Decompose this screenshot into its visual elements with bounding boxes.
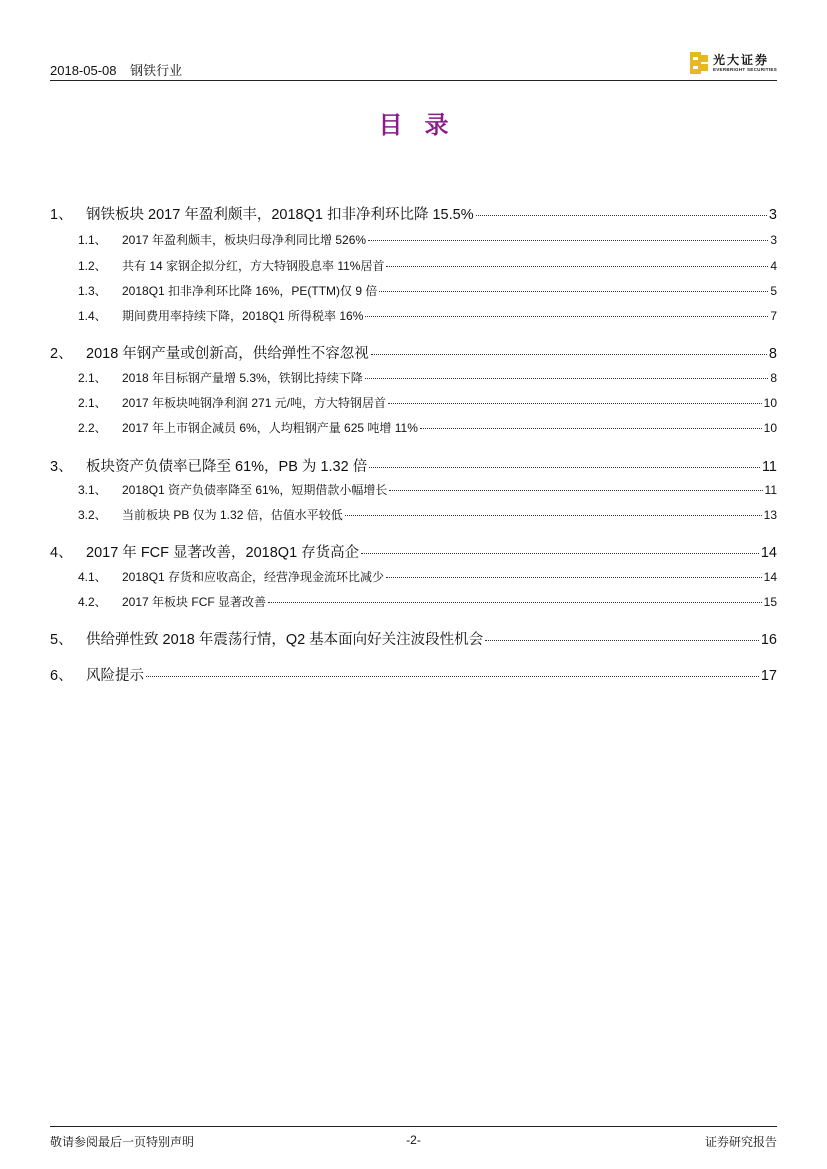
toc-entry-leader	[345, 515, 762, 516]
toc-entry-section[interactable]	[50, 257, 777, 274]
toc-entry-leader	[368, 240, 768, 241]
toc-entry-number: 2.1、	[78, 396, 107, 410]
toc-entry-leader	[361, 553, 759, 554]
toc-entry-title: 期间费用率持续下降，2018Q1 所得税率 16%	[122, 309, 364, 323]
toc-entry-leader	[389, 490, 762, 491]
toc-entry-section[interactable]	[50, 394, 777, 411]
toc-entry-leader	[386, 266, 768, 267]
toc-entry-chapter[interactable]	[50, 541, 777, 562]
toc-entry-title: 供给弹性致 2018 年震荡行情，Q2 基本面向好关注波段性机会	[86, 632, 484, 648]
toc-entry-chapter[interactable]	[50, 455, 777, 476]
toc-entry-number: 2.2、	[78, 421, 107, 435]
toc-entry-number: 3.2、	[78, 508, 107, 522]
toc-entry-title: 2017 年 FCF 显著改善，2018Q1 存货高企	[86, 545, 360, 561]
toc-entry-section[interactable]	[50, 419, 777, 436]
everbright-logo-icon	[690, 52, 708, 74]
toc-entry-title: 风险提示	[86, 668, 144, 684]
toc-entry-title: 2017 年盈利颇丰，板块归母净利同比增 526%	[122, 233, 367, 247]
toc-entry-page: 15	[763, 595, 777, 609]
footer-divider	[50, 1126, 777, 1127]
toc-entry-leader	[388, 403, 762, 404]
toc-entry-page: 14	[763, 570, 777, 584]
toc-entry-title: 当前板块 PB 仅为 1.32 倍，估值水平较低	[122, 508, 343, 522]
toc-entry-title: 板块资产负债率已降至 61%，PB 为 1.32 倍	[86, 459, 368, 475]
toc-entry-section[interactable]	[50, 593, 777, 610]
toc-entry-leader	[420, 428, 762, 429]
toc-entry-page: 14	[760, 545, 777, 561]
toc-entry-page: 4	[770, 259, 777, 273]
toc-entry-number: 6、	[50, 668, 73, 684]
toc-entry-section[interactable]	[50, 568, 777, 585]
toc-entry-leader	[369, 467, 760, 468]
footer-page-number: -2-	[406, 1133, 421, 1147]
toc-entry-title: 2018Q1 存货和应收高企，经营净现金流环比减少	[122, 570, 385, 584]
toc-entry-title: 2017 年板块 FCF 显著改善	[122, 595, 267, 609]
toc-entry-number: 4、	[50, 545, 73, 561]
toc-entry-chapter[interactable]	[50, 203, 777, 224]
toc-entry-title: 2017 年上市钢企减员 6%，人均粗钢产量 625 吨增 11%	[122, 421, 418, 435]
toc-entry-section[interactable]	[50, 282, 777, 299]
logo-name-cn: 光大证券	[712, 52, 769, 67]
toc-entry-page: 3	[768, 207, 777, 223]
toc-entry-page: 7	[770, 309, 777, 323]
toc-entry-section[interactable]	[50, 481, 777, 498]
toc-entry-number: 1.2、	[78, 259, 107, 273]
toc-entry-number: 2、	[50, 346, 73, 362]
toc-entry-number: 1.1、	[78, 233, 107, 247]
toc-entry-title: 2018 年钢产量或创新高，供给弹性不容忽视	[86, 346, 369, 362]
toc-entry-page: 5	[770, 284, 777, 298]
footer-disclaimer: 敬请参阅最后一页特别声明	[50, 1135, 195, 1149]
toc-entry-leader	[365, 316, 768, 317]
toc-entry-page: 3	[770, 233, 777, 247]
toc-entry-page: 11	[764, 483, 777, 497]
toc-entry-number: 3、	[50, 459, 73, 475]
toc-entry-page: 17	[760, 668, 777, 684]
toc-entry-number: 1.3、	[78, 284, 107, 298]
toc-entry-page: 13	[763, 508, 777, 522]
toc-entry-title: 2018Q1 资产负债率降至 61%，短期借款小幅增长	[122, 483, 388, 497]
toc-entry-section[interactable]	[50, 369, 777, 386]
toc-entry-leader	[146, 676, 759, 677]
toc-entry-number: 4.2、	[78, 595, 107, 609]
toc-entry-number: 1.4、	[78, 309, 107, 323]
toc-entry-title: 2017 年板块吨钢净利润 271 元/吨，方大特钢居首	[122, 396, 387, 410]
toc-entry-section[interactable]	[50, 506, 777, 523]
toc-entry-page: 8	[768, 346, 777, 362]
toc-entry-number: 5、	[50, 632, 73, 648]
toc-entry-section[interactable]	[50, 231, 777, 248]
toc-entry-page: 11	[761, 459, 777, 475]
toc-entry-number: 1、	[50, 207, 73, 223]
toc-entry-title: 钢铁板块 2017 年盈利颇丰，2018Q1 扣非净利环比降 15.5%	[86, 207, 474, 223]
toc-entry-number: 2.1、	[78, 371, 107, 385]
toc-entry-chapter[interactable]	[50, 664, 777, 685]
toc-entry-section[interactable]	[50, 307, 777, 324]
toc-entry-leader	[476, 215, 767, 216]
header-date: 2018-05-08	[50, 63, 117, 78]
toc-entry-page: 10	[763, 396, 777, 410]
toc-entry-title: 共有 14 家钢企拟分红，方大特钢股息率 11%居首	[122, 259, 385, 273]
logo-name-en: EVERBRIGHT SECURITIES	[712, 66, 777, 72]
page-header	[50, 60, 192, 79]
toc-entry-leader	[379, 291, 768, 292]
toc-entry-number: 4.1、	[78, 570, 107, 584]
toc-entry-page: 8	[770, 371, 777, 385]
toc-entry-number: 3.1、	[78, 483, 107, 497]
toc-entry-page: 16	[760, 632, 777, 648]
toc-entry-leader	[268, 602, 762, 603]
header-divider	[50, 80, 777, 81]
toc-entry-page: 10	[763, 421, 777, 435]
toc-title: 目录	[378, 112, 471, 139]
toc-entry-chapter[interactable]	[50, 628, 777, 649]
toc-entry-leader	[485, 640, 759, 641]
toc-entry-leader	[365, 378, 769, 379]
toc-entry-leader	[386, 577, 762, 578]
toc-entry-chapter[interactable]	[50, 342, 777, 363]
toc-entry-title: 2018Q1 扣非净利环比降 16%，PE(TTM)仅 9 倍	[122, 284, 378, 298]
footer-report-type: 证券研究报告	[704, 1135, 777, 1149]
header-industry: 钢铁行业	[130, 63, 183, 78]
toc-entry-leader	[371, 354, 767, 355]
toc-entry-title: 2018 年目标钢产量增 5.3%，铁钢比持续下降	[122, 371, 363, 385]
logo	[690, 52, 777, 74]
